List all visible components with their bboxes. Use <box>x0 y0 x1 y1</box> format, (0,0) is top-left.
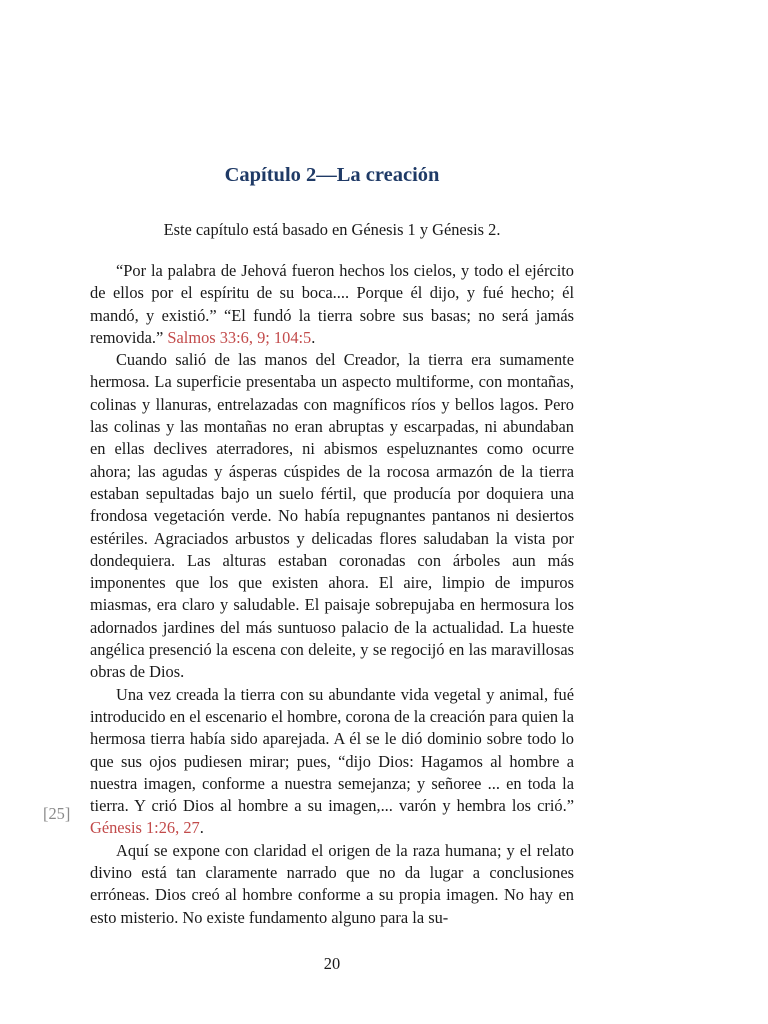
book-page <box>90 0 574 1024</box>
margin-page-marker: [25] <box>43 804 71 823</box>
paragraph <box>90 684 574 840</box>
paragraph <box>90 260 574 349</box>
paragraph-text: . <box>199 818 204 838</box>
paragraph-text: Cuando salió de las manos del Creador, la tierra era sumamente hermosa. La superficie presentaba un aspecto multiforme, con montañas, colinas y llanuras, entrelazadas con magníficos ríos y bellos lagos. Pero las colinas y las montañas no eran abruptas y escarpadas, ni abundaban en ellas declives aterradores, ni abismos espeluznantes como ocurre ahora; las agudas y ásperas cúspides de la rocosa armazón de la tierra estaban sepultadas bajo un suelo fértil, que producía por doquiera una frondosa vegetación verde. No había repugnantes pantanos ni desiertos estériles. Agraciados arbustos y delicadas flores saludaban la vista por dondequiera. Las alturas estaban coronadas con árboles aun más imponentes que los que existen ahora. El aire, limpio de impuros miasmas, era claro y saludable. El paisaje sobrepujaba en hermosura los adornados jardines del más suntuoso palacio de la actualidad. La hueste angélica presenció la escena con deleite, y se regocijó en las maravillosas obras de Dios. <box>90 350 574 682</box>
paragraph <box>90 840 574 929</box>
paragraph-text: . <box>311 327 316 347</box>
scripture-reference-link[interactable]: Génesis 1:26, 27 <box>90 818 200 838</box>
paragraph-text: “Por la palabra de Jehová fueron hechos los cielos, y todo el ejército de ellos por el espíritu de su boca.... Porque él dijo, y fué hecho; él mandó, y existió.” “El fundó la tierra sobre sus basas; no será jamás removida.” <box>90 261 574 347</box>
paragraph-text: Aquí se expone con claridad el origen de la raza humana; y el relato divino está tan claramente narrado que no da lugar a conclusiones erróneas. Dios creó al hombre conforme a su propia imagen. No hay en esto misterio. No existe fundamento alguno para la su- <box>90 840 574 927</box>
paragraph-text: Una vez creada la tierra con su abundante vida vegetal y animal, fué introducido en el escenario el hombre, corona de la creación para quien la hermosa tierra había sido aparejada. A él se le dió dominio sobre todo lo que sus ojos pudiesen mirar; pues, “dijo Dios: Hagamos al hombre a nuestra imagen, conforme a nuestra semejanza; y señoree ... en toda la tierra. Y crió Dios al hombre a su imagen,... varón y hembra los crió.” <box>90 684 574 816</box>
paragraph <box>90 349 574 683</box>
chapter-intro: Este capítulo está basado en Génesis 1 y Génesis 2. <box>163 220 501 239</box>
body-text <box>90 260 574 929</box>
chapter-title: Capítulo 2—La creación <box>224 164 440 186</box>
scripture-reference-link[interactable]: Salmos 33:6, 9; 104:5 <box>167 327 312 347</box>
page-number: 20 <box>323 954 341 973</box>
